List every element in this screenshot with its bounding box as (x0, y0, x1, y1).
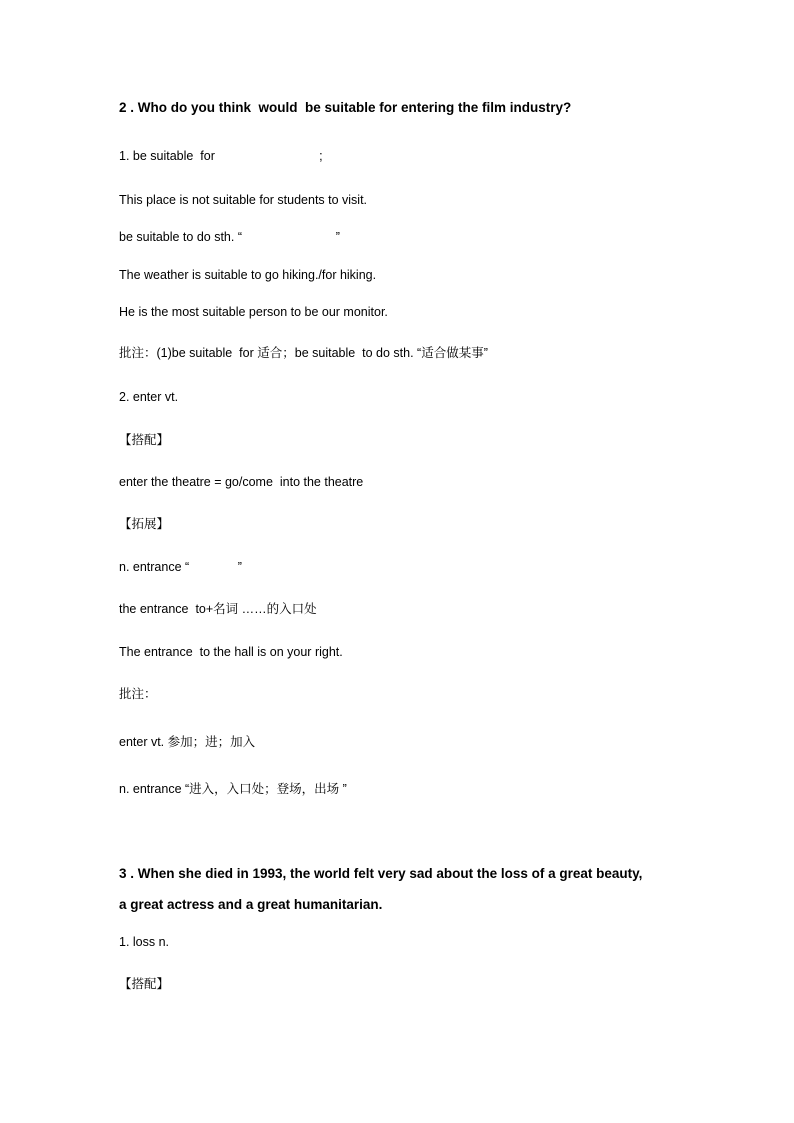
example-sentence: This place is not suitable for students to visit. (119, 193, 368, 207)
annotation-heading: 批注： (119, 687, 157, 701)
annotation-entrance: n. entrance “进入，入口处；登场，出场 ” (119, 782, 347, 796)
suitable-to-do-item: be suitable to do sth. “ ” (119, 230, 340, 244)
collocation-text: enter the theatre = go/come into the theatre (119, 475, 364, 489)
entrance-item: n. entrance “ ” (119, 560, 242, 574)
question-3-title-cont: a great actress and a great humanitarian. (119, 897, 383, 912)
example-sentence: He is the most suitable person to be our monitor. (119, 305, 388, 319)
example-sentence: The entrance to the hall is on your right. (119, 645, 343, 659)
collocation-heading: 【搭配】 (119, 433, 170, 447)
suitable-for-item: 1. be suitable for ; (119, 149, 323, 163)
example-sentence: The weather is suitable to go hiking./for hiking. (119, 268, 377, 282)
entrance-to-item: the entrance to+名词 ……的入口处 (119, 602, 317, 616)
annotation-enter: enter vt. 参加；进；加入 (119, 735, 256, 749)
enter-item: 2. enter vt. (119, 390, 179, 404)
collocation-heading: 【搭配】 (119, 977, 170, 991)
annotation: 批注：(1)be suitable for 适合；be suitable to do sth. “适合做某事” (119, 346, 488, 360)
loss-item: 1. loss n. (119, 935, 170, 949)
question-2-title: 2 . Who do you think would be suitable for entering the film industry? (119, 100, 572, 115)
extension-heading: 【拓展】 (119, 517, 170, 531)
question-3-title: 3 . When she died in 1993, the world felt very sad about the loss of a great beauty, (119, 866, 643, 881)
